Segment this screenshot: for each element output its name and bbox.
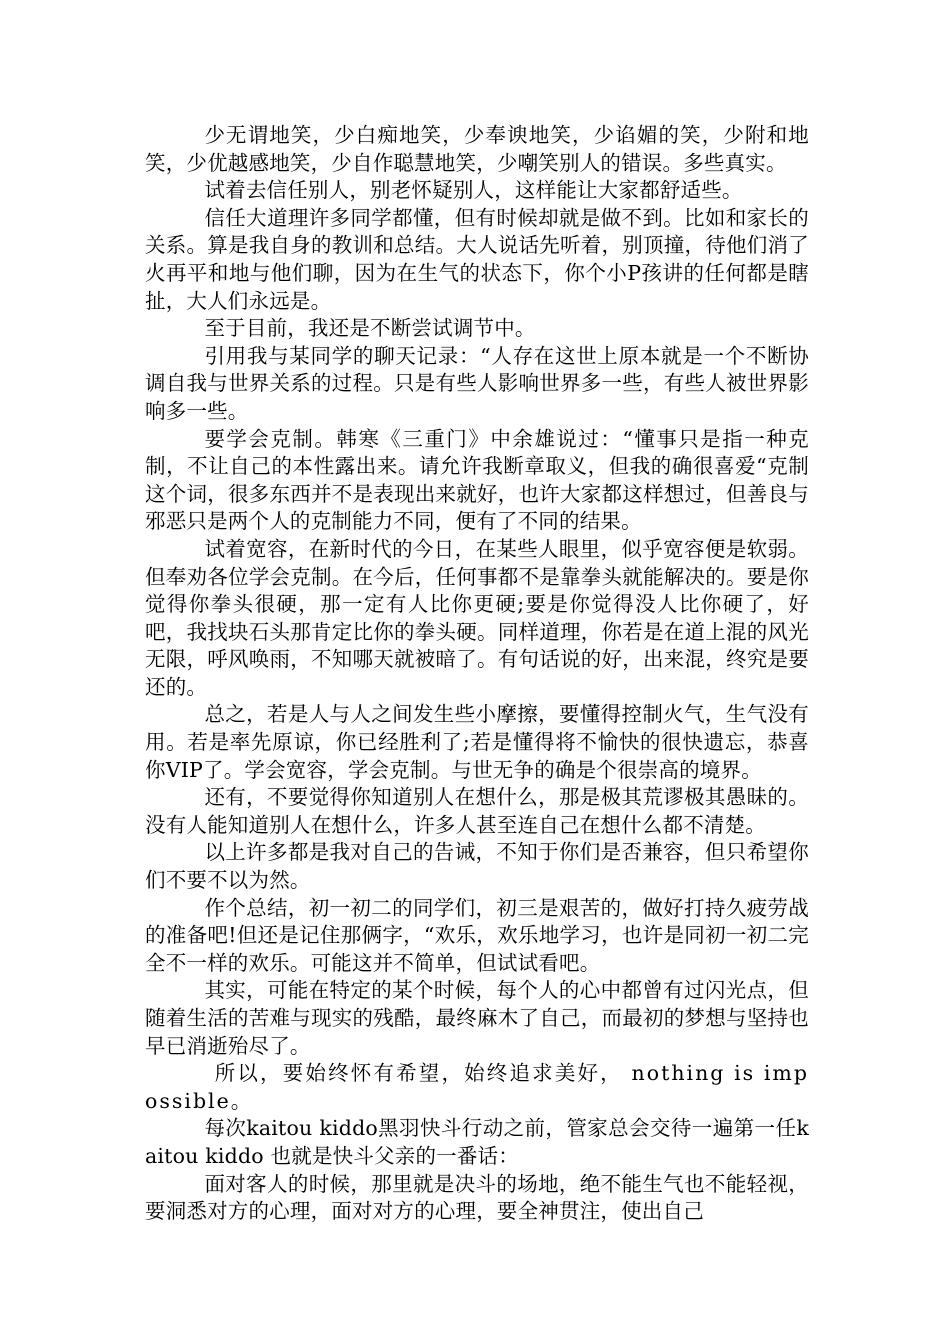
paragraph: 每次kaitou kiddo黑羽快斗行动之前，管家总会交待一遍第一任kaitou kiddo 也就是快斗父亲的一番话：: [145, 1116, 809, 1168]
document-page: [145, 122, 809, 1226]
paragraph: 总之，若是人与人之间发生些小摩擦，要懂得控制火气，生气没有用。若是率先原谅，你已经胜利了;若是懂得将不愉快的很快遗忘，恭喜你VIP了。学会宽容，学会克制。与世无争的确是个很崇高的境界。: [145, 702, 809, 782]
paragraph: 作个总结，初一初二的同学们，初三是艰苦的，做好打持久疲劳战的准备吧!但还是记住那俩字，“欢乐，欢乐地学习，也许是同初一初二完全不一样的欢乐。可能这并不简单，但试试看吧。: [145, 895, 809, 975]
paragraph: 面对客人的时候，那里就是决斗的场地，绝不能生气也不能轻视，要洞悉对方的心理，面对对方的心理，要全神贯注，使出自己: [145, 1171, 809, 1224]
paragraph: 至于目前，我还是不断尝试调节中。: [204, 316, 536, 341]
paragraph: 以上许多都是我对自己的告诫，不知于你们是否兼容，但只希望你们不要不以为然。: [145, 840, 809, 893]
paragraph: 信任大道理许多同学都懂，但有时候却就是做不到。比如和家长的关系。算是我自身的教训和总结。大人说话先听着，别顶撞，待他们消了火再平和地与他们聊，因为在生气的状态下，你个小P孩讲的任何都是瞎扯，大人们永远是。: [145, 205, 809, 313]
paragraph: 引用我与某同学的聊天记录：“人存在这世上原本就是一个不断协调自我与世界关系的过程。只是有些人影响世界多一些，有些人被世界影响多一些。: [145, 343, 809, 423]
paragraph: 试着宽容，在新时代的今日，在某些人眼里，似乎宽容便是软弱。但奉劝各位学会克制。在今后，任何事都不是靠拳头就能解决的。要是你觉得你拳头很硬，那一定有人比你更硬;要是你觉得没人比你硬了，好吧，我找块石头那肯定比你的拳头硬。同样道理，你若是在道上混的风光无限，呼风唤雨，不知哪天就被暗了。有句话说的好，出来混，终究是要还的。: [145, 536, 809, 699]
paragraph: 少无谓地笑，少白痴地笑，少奉谀地笑，少谄媚的笑，少附和地笑，少优越感地笑，少自作聪慧地笑，少嘲笑别人的错误。多些真实。: [145, 123, 809, 175]
paragraph: 试着去信任别人，别老怀疑别人，这样能让大家都舒适些。: [204, 178, 743, 203]
paragraph: 还有，不要觉得你知道别人在想什么，那是极其荒谬极其愚昧的。没有人能知道别人在想什么，许多人甚至连自己在想什么都不清楚。: [145, 785, 809, 837]
paragraph: 其实，可能在特定的某个时候，每个人的心中都曾有过闪光点，但随着生活的苦难与现实的残酷，最终麻木了自己，而最初的梦想与坚持也早已消逝殆尽了。: [145, 978, 809, 1058]
paragraph: 要学会克制。韩寒《三重门》中余雄说过：“懂事只是指一种克制，不让自己的本性露出来。请允许我断章取义，但我的确很喜爱“克制这个词，很多东西并不是表现出来就好，也许大家都这样想过，但善良与邪恶只是两个人的克制能力不同，便有了不同的结果。: [145, 426, 809, 534]
paragraph: 所以，要始终怀有希望，始终追求美好， nothing is impossible。: [145, 1061, 809, 1113]
